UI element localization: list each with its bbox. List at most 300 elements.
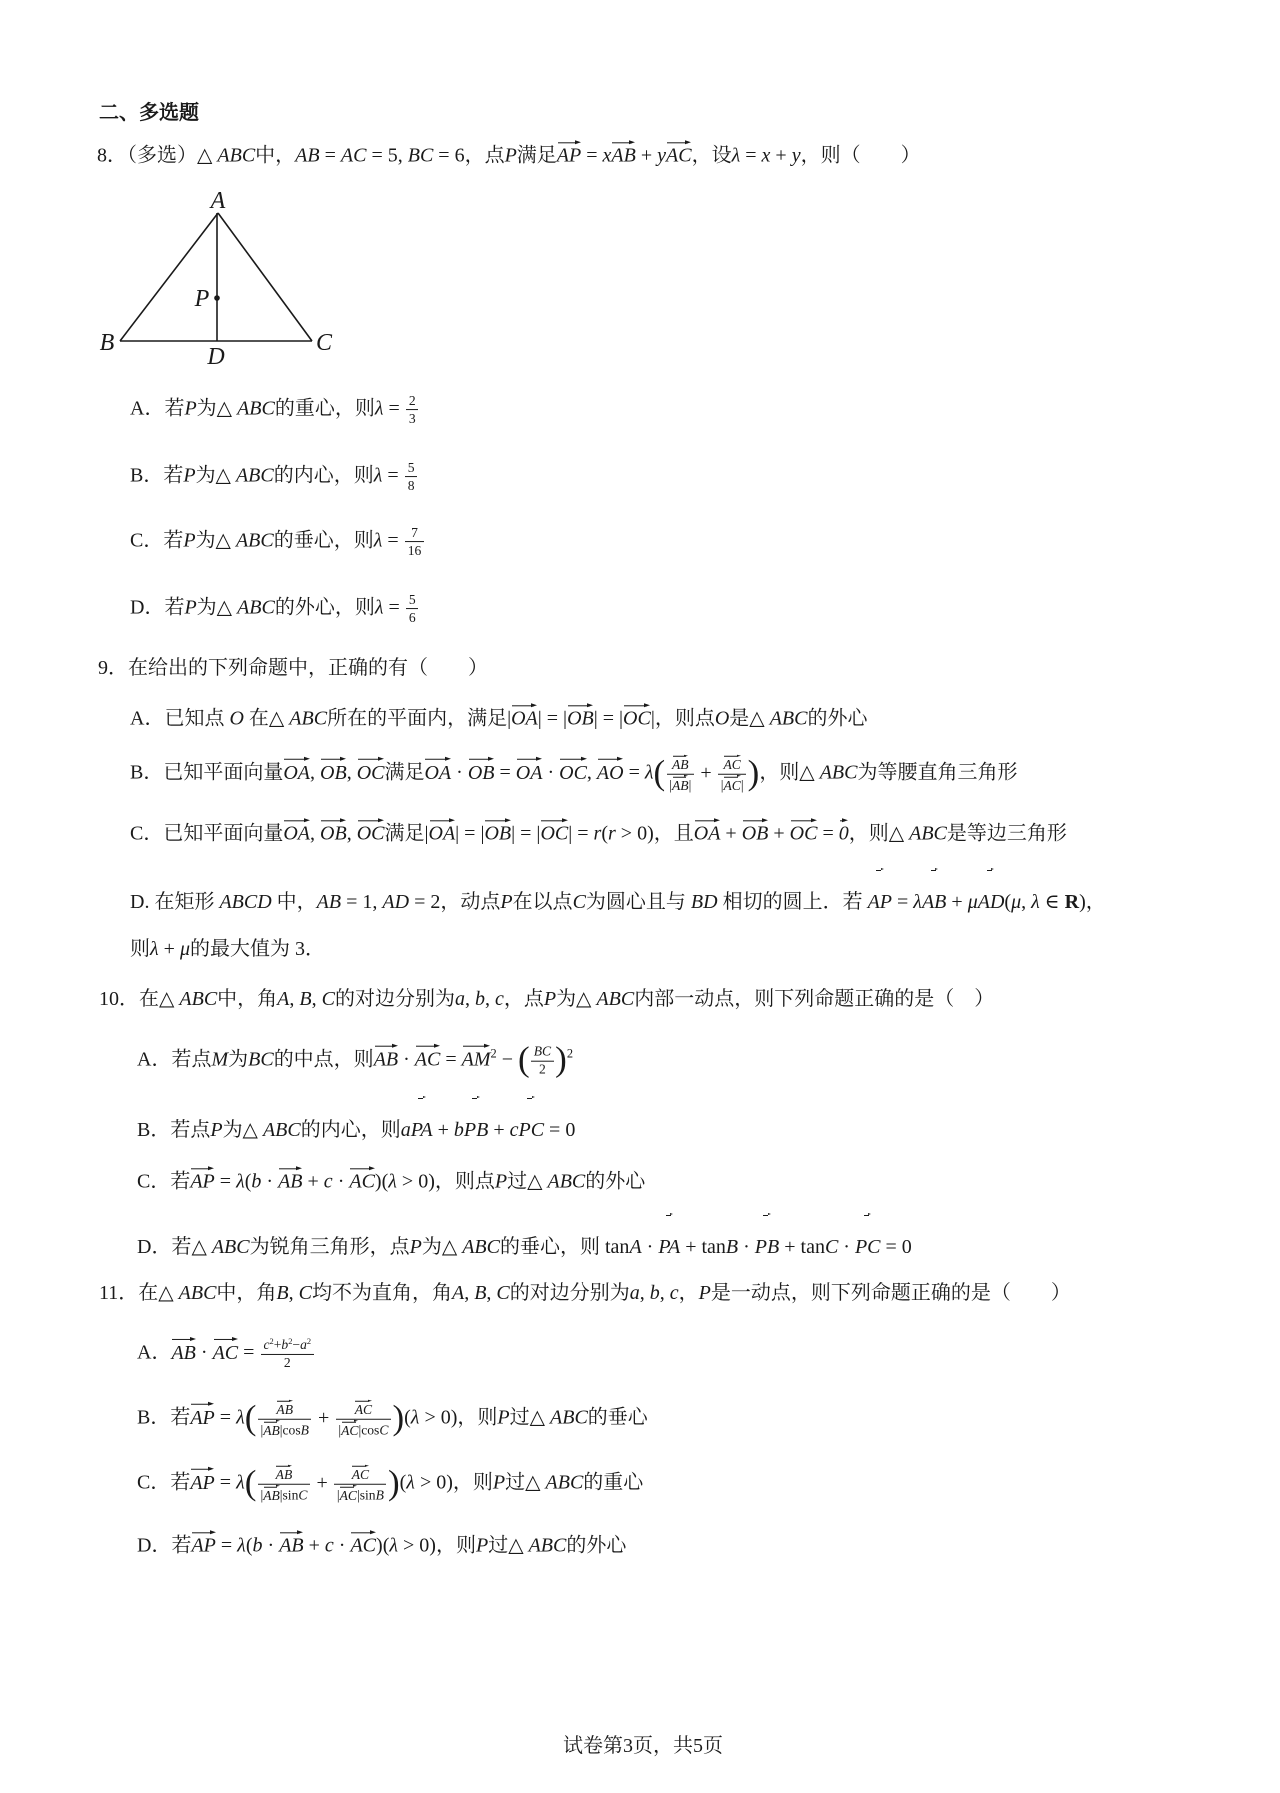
text-run: , [639,1282,650,1304]
text-run: 的外心，则 [274,596,375,619]
text-run: | [740,777,744,793]
math-symbol: μ [1011,891,1022,913]
fraction-numerator [258,1400,311,1420]
text-run: , [659,1282,670,1304]
vector [462,1044,491,1070]
point-p [214,295,220,301]
text-run: C．若 [130,529,184,552]
text-run: + [273,1337,282,1353]
text-run: | [260,1487,264,1503]
vector-symbol: AC [341,1422,359,1438]
text-run: C．已知平面向量 [130,822,284,845]
fraction [531,1044,553,1078]
vector [464,1119,488,1141]
text-run: 所在的平面内，满足| [327,707,512,730]
text-run: = [740,144,762,167]
text-run: 的垂心 [587,1406,648,1429]
vector [855,1236,881,1258]
fraction [261,1337,314,1371]
math-symbol: b [474,988,485,1010]
math-symbol: λ [236,1406,245,1429]
math-symbol: b [252,1534,263,1557]
math-symbol: ABC [262,1119,301,1141]
math-symbol: P [543,988,557,1010]
fraction-denominator [334,1485,386,1504]
vector [511,703,538,729]
text-run: · [542,761,560,784]
text-run: 在△ [243,707,290,730]
vector-symbol: OB [567,707,594,730]
math-symbol: O [229,707,244,730]
vector-symbol: AC [414,1048,441,1071]
q9-option-c [130,818,1067,847]
left-paren: ( [244,1397,257,1437]
left-paren: ( [244,1462,257,1502]
fraction [336,1400,391,1439]
text-run: 为圆心且与 [585,891,691,913]
text-run: B．已知平面向量 [130,761,284,784]
math-symbol: a [400,1119,411,1141]
math-symbol: ABCD [219,891,272,913]
text-run: = 5, [366,144,408,167]
text-run: · [332,1170,350,1193]
math-symbol: ABC [235,529,274,552]
vector-symbol: AB [279,1534,304,1557]
vector-symbol: AP [556,144,582,167]
vector-symbol: AC [354,1401,373,1417]
vector-symbol: PC [518,1119,545,1141]
text-run: D. 在矩形 [130,891,220,913]
text-run: = [214,1170,237,1193]
text-run: ( [1004,891,1012,913]
text-run: 过△ [507,1170,548,1193]
q10-option-a [137,1040,573,1079]
vector-symbol: OB [467,761,495,784]
text-run: + [432,1119,454,1141]
q10-option-c [137,1166,645,1195]
q9-option-d [130,888,1106,916]
fraction [406,393,418,427]
text-run: 是等边三角形 [946,822,1067,845]
text-run: D．若△ [137,1236,212,1258]
math-symbol: P [184,596,197,619]
math-symbol: P [494,1170,508,1193]
text-run: 的中点，则 [273,1048,374,1071]
math-symbol: a [454,988,465,1010]
text-run: = [382,529,404,552]
text-run: 7 [411,525,418,541]
vector-symbol: OB [320,761,347,784]
vector [720,775,741,793]
math-symbol: c [509,1119,519,1141]
fraction-denominator [258,1485,310,1504]
fraction-numerator [258,1465,310,1485]
vector-symbol: AB [672,756,689,772]
fraction [258,1465,310,1504]
text-run: 中， [271,891,317,913]
vector [283,757,310,783]
text-run: 是一动点，则下列命题正确的是（ ） [710,1282,1071,1304]
math-symbol: P [409,1236,422,1258]
vector-symbol: AC [666,144,692,167]
text-run: 2 [539,1062,546,1078]
text-run: = [214,1406,237,1429]
text-run: = [383,397,405,420]
vector [597,757,624,783]
math-symbol: P [210,1119,223,1141]
vector [978,891,1005,913]
text-run: 中， [255,144,296,167]
text-run: 满足 [384,761,425,784]
fraction-denominator [406,610,418,626]
vector [559,757,587,783]
q10-option-b [137,1116,575,1144]
vector-symbol: AB [672,777,689,793]
text-run: )， [1079,891,1106,913]
math-symbol: ABC [462,1236,500,1258]
vector-symbol: OC [356,761,385,784]
side-ac [218,213,312,341]
text-run: = [215,1534,238,1557]
vector-symbol: AB [921,891,947,913]
math-symbol: B [725,1236,739,1258]
vector [672,755,689,773]
math-symbol: ABC [179,988,218,1010]
question-11-stem [99,1279,1071,1307]
text-run: = [214,1471,237,1494]
math-symbol: AB [316,891,342,913]
fraction-numerator [336,1400,391,1420]
math-symbol: ABC [909,822,947,845]
text-run: , [311,988,322,1010]
math-symbol: P [500,891,513,913]
math-symbol: ABC [550,1406,588,1429]
text-run: 则 [130,938,150,960]
text-run: ， [678,1282,699,1304]
vector [357,818,385,844]
vector [320,818,347,844]
page-footer: 试卷第3页，共5页 [563,1735,723,1757]
text-run: = [383,596,405,619]
text-run: , [586,761,597,784]
math-symbol: C [321,988,335,1010]
math-symbol: λ [374,397,384,420]
text-run: = [494,761,516,784]
math-symbol: x [761,144,771,167]
text-run: 11．在△ [99,1282,179,1304]
math-symbol: B [375,1487,384,1503]
text-run: | = | [537,707,568,730]
vector [191,1530,215,1556]
text-run: )( [376,1534,390,1557]
vector-symbol: AC [349,1170,375,1193]
vector-symbol: AB [373,1048,399,1071]
vector-symbol: OC [789,822,818,845]
text-run: B．若点 [137,1119,211,1141]
text-run: · [261,1170,279,1193]
fraction-denominator [406,411,418,427]
vector [468,757,495,783]
math-symbol: y [791,144,801,167]
fraction-denominator [258,1420,311,1439]
math-symbol: ABC [289,707,328,730]
vector [623,703,651,729]
question-8-stem [97,140,921,169]
vector-symbol: OB [484,822,512,845]
vector-symbol: AC [350,1534,377,1557]
text-run: 中，角 [217,988,278,1010]
math-bold-symbol: R [1064,891,1080,913]
text-run: 10．在△ [99,988,180,1010]
math-symbol: BC [407,144,434,167]
math-symbol: C [496,1282,510,1304]
vector-symbol: AB [278,1170,303,1193]
text-run: D．若 [130,596,185,619]
text-run: = [623,761,645,784]
math-symbol: λ [406,1471,415,1494]
math-symbol: ABC [819,761,858,784]
text-run: ( [245,1534,253,1557]
text-run: = [892,891,914,913]
text-run: 6 [408,610,416,626]
fraction-numerator [334,1465,386,1485]
vector [355,1400,372,1418]
text-run: 均不为直角，角 [311,1282,452,1304]
left-paren: ( [518,1039,530,1079]
text-run: 过△ [509,1406,551,1429]
text-run: + [695,761,717,784]
text-run: 在以点 [512,891,573,913]
text-run: C．若 [137,1170,191,1193]
text-run: B．若 [137,1406,191,1429]
math-symbol: A [451,1282,465,1304]
text-run: 内部一动点，则下列命题正确的是（ ） [634,988,995,1010]
text-run: 为 [228,1048,249,1071]
vector-symbol: AB [171,1341,196,1364]
text-run: 的内心，则 [300,1119,401,1141]
vector-symbol: AP [190,1471,215,1494]
text-run: , [310,761,321,784]
math-symbol: B [276,1282,289,1304]
label-c: C [315,330,333,356]
vector-symbol: PA [658,1236,681,1258]
text-run: − [496,1048,519,1071]
fraction-numerator [405,460,417,477]
text-run: + tan [680,1236,726,1258]
vector-symbol: PB [463,1119,489,1141]
vector [694,818,721,844]
fraction-numerator [667,755,694,775]
text-run: ，则（ ） [800,144,921,167]
superscript: 2 [566,1046,574,1061]
math-symbol: P [183,464,196,487]
left-paren: ( [653,752,666,792]
text-run: 中，角 [216,1282,277,1304]
math-symbol: b [251,1170,262,1193]
text-run: | [336,1487,340,1503]
text-run: + [770,144,792,167]
vector [340,1485,357,1503]
math-symbol: c [494,988,504,1010]
math-symbol: r [593,822,602,845]
vector [279,1530,303,1556]
vector-symbol: AC [339,1487,357,1503]
label-a: A [210,188,226,214]
text-run: − [292,1337,301,1353]
label-b: B [99,330,115,356]
text-run: , [310,822,321,845]
fraction-numerator [406,592,418,609]
vector [276,1400,293,1418]
math-symbol: ABC [235,464,274,487]
vector [540,818,568,844]
right-paren: ) [387,1462,400,1502]
text-run: | [669,777,672,793]
math-symbol: A [277,988,290,1010]
fraction-numerator [406,393,418,410]
text-run: 的外心 [566,1534,627,1557]
label-d: D [207,344,225,370]
math-symbol: A [629,1236,642,1258]
math-symbol: b [453,1119,464,1141]
vector [611,140,635,166]
text-run: 5 [407,460,415,476]
text-run: 3 [408,411,416,427]
section-title: 二、多选题 [99,102,199,124]
math-symbol: ABC [178,1282,217,1304]
text-run: ( [404,1406,411,1429]
text-run: = [238,1341,260,1364]
text-run: 的垂心，则 [273,529,374,552]
text-run: 的内心，则 [273,464,374,487]
superscript: 2 [306,1335,312,1346]
paren-group [653,752,760,793]
text-run: | = [568,822,594,845]
text-run: ，设 [691,144,732,167]
math-symbol: λ [236,1170,245,1193]
text-run: 的外心 [585,1170,646,1193]
text-run: · [333,1534,351,1557]
text-run: , [346,761,357,784]
vector [278,1166,302,1192]
math-symbol: B [474,1282,487,1304]
text-run: 是△ [729,707,770,730]
text-run: ( [399,1471,407,1494]
text-run: , [346,822,357,845]
math-symbol: λ [389,1534,399,1557]
text-run: , [486,1282,497,1304]
text-run: 为△ [196,397,238,420]
vector-symbol: AP [867,891,893,913]
fraction-denominator [405,543,423,559]
math-symbol: ABC [769,707,808,730]
math-symbol: λ [410,1406,420,1429]
vector [263,1485,280,1503]
math-symbol: M [211,1048,229,1071]
vector-symbol: OA [693,822,721,845]
text-run: = 1, [341,891,383,913]
superscript: 2 [269,1335,274,1346]
vector-symbol: AP [190,1406,215,1429]
q9-option-a [130,703,867,732]
right-paren: ) [555,1039,567,1079]
math-symbol: BD [690,891,718,913]
text-run: 的重心 [583,1471,644,1494]
math-symbol: P [492,1471,506,1494]
q9-option-b [130,752,1018,794]
math-symbol: ABC [547,1170,586,1193]
vector [839,818,849,844]
vector-symbol: 0 [838,822,849,845]
vector [357,757,385,783]
vector [350,1530,376,1556]
text-run: · [451,761,468,784]
text-run: 为等腰直角三角形 [857,761,1018,784]
text-run: 为锐角三角形，点 [249,1236,410,1258]
vector [755,1236,779,1258]
text-run: = [440,1048,462,1071]
text-run: A．若 [130,397,185,420]
fraction-denominator [261,1355,314,1371]
text-run: ( [244,1170,252,1193]
text-run: = 2，动点 [409,891,501,913]
vector [567,703,594,729]
q8-option-a [130,393,420,427]
fraction-denominator [667,775,694,794]
paren-group [244,1462,400,1503]
fraction [718,755,746,794]
fraction-denominator [405,478,417,494]
vector [349,1166,375,1192]
text-run: 的对边分别为 [509,1282,630,1304]
text-run: 过△ [488,1534,529,1557]
math-symbol: b [649,1282,660,1304]
fraction [405,460,417,494]
vector-symbol: PB [754,1236,780,1258]
math-symbol: P [497,1406,510,1429]
text-run: + [303,1534,325,1557]
text-run: ，则△ [759,761,820,784]
vector-symbol: AB [263,1487,280,1503]
math-symbol: BC [533,1043,552,1059]
math-symbol: ABC [596,988,635,1010]
vector-symbol: OB [741,822,769,845]
q11-option-b [137,1397,648,1439]
text-run: + [311,1471,333,1494]
math-symbol: λ [913,891,922,913]
text-run: 满足 [516,144,557,167]
text-run: , [484,988,495,1010]
text-run: 的垂心，则 tan [500,1236,630,1258]
fraction-denominator [531,1061,553,1077]
vector [374,1044,398,1070]
text-run: > 0)，则点 [396,1170,495,1193]
vector-symbol: AC [723,777,741,793]
text-run: = [382,464,404,487]
text-run: · [738,1236,755,1258]
vector-symbol: OA [283,761,311,784]
math-symbol: BC [248,1048,274,1071]
math-symbol: λ [373,464,383,487]
math-symbol: P [183,529,196,552]
vector [213,1337,239,1363]
text-run: > 0)，且 [615,822,694,845]
text-run: C．若 [137,1471,191,1494]
vector-symbol: AB [611,144,636,167]
fraction-numerator [531,1044,553,1061]
paren-content [256,1401,392,1438]
text-run: + [946,891,968,913]
